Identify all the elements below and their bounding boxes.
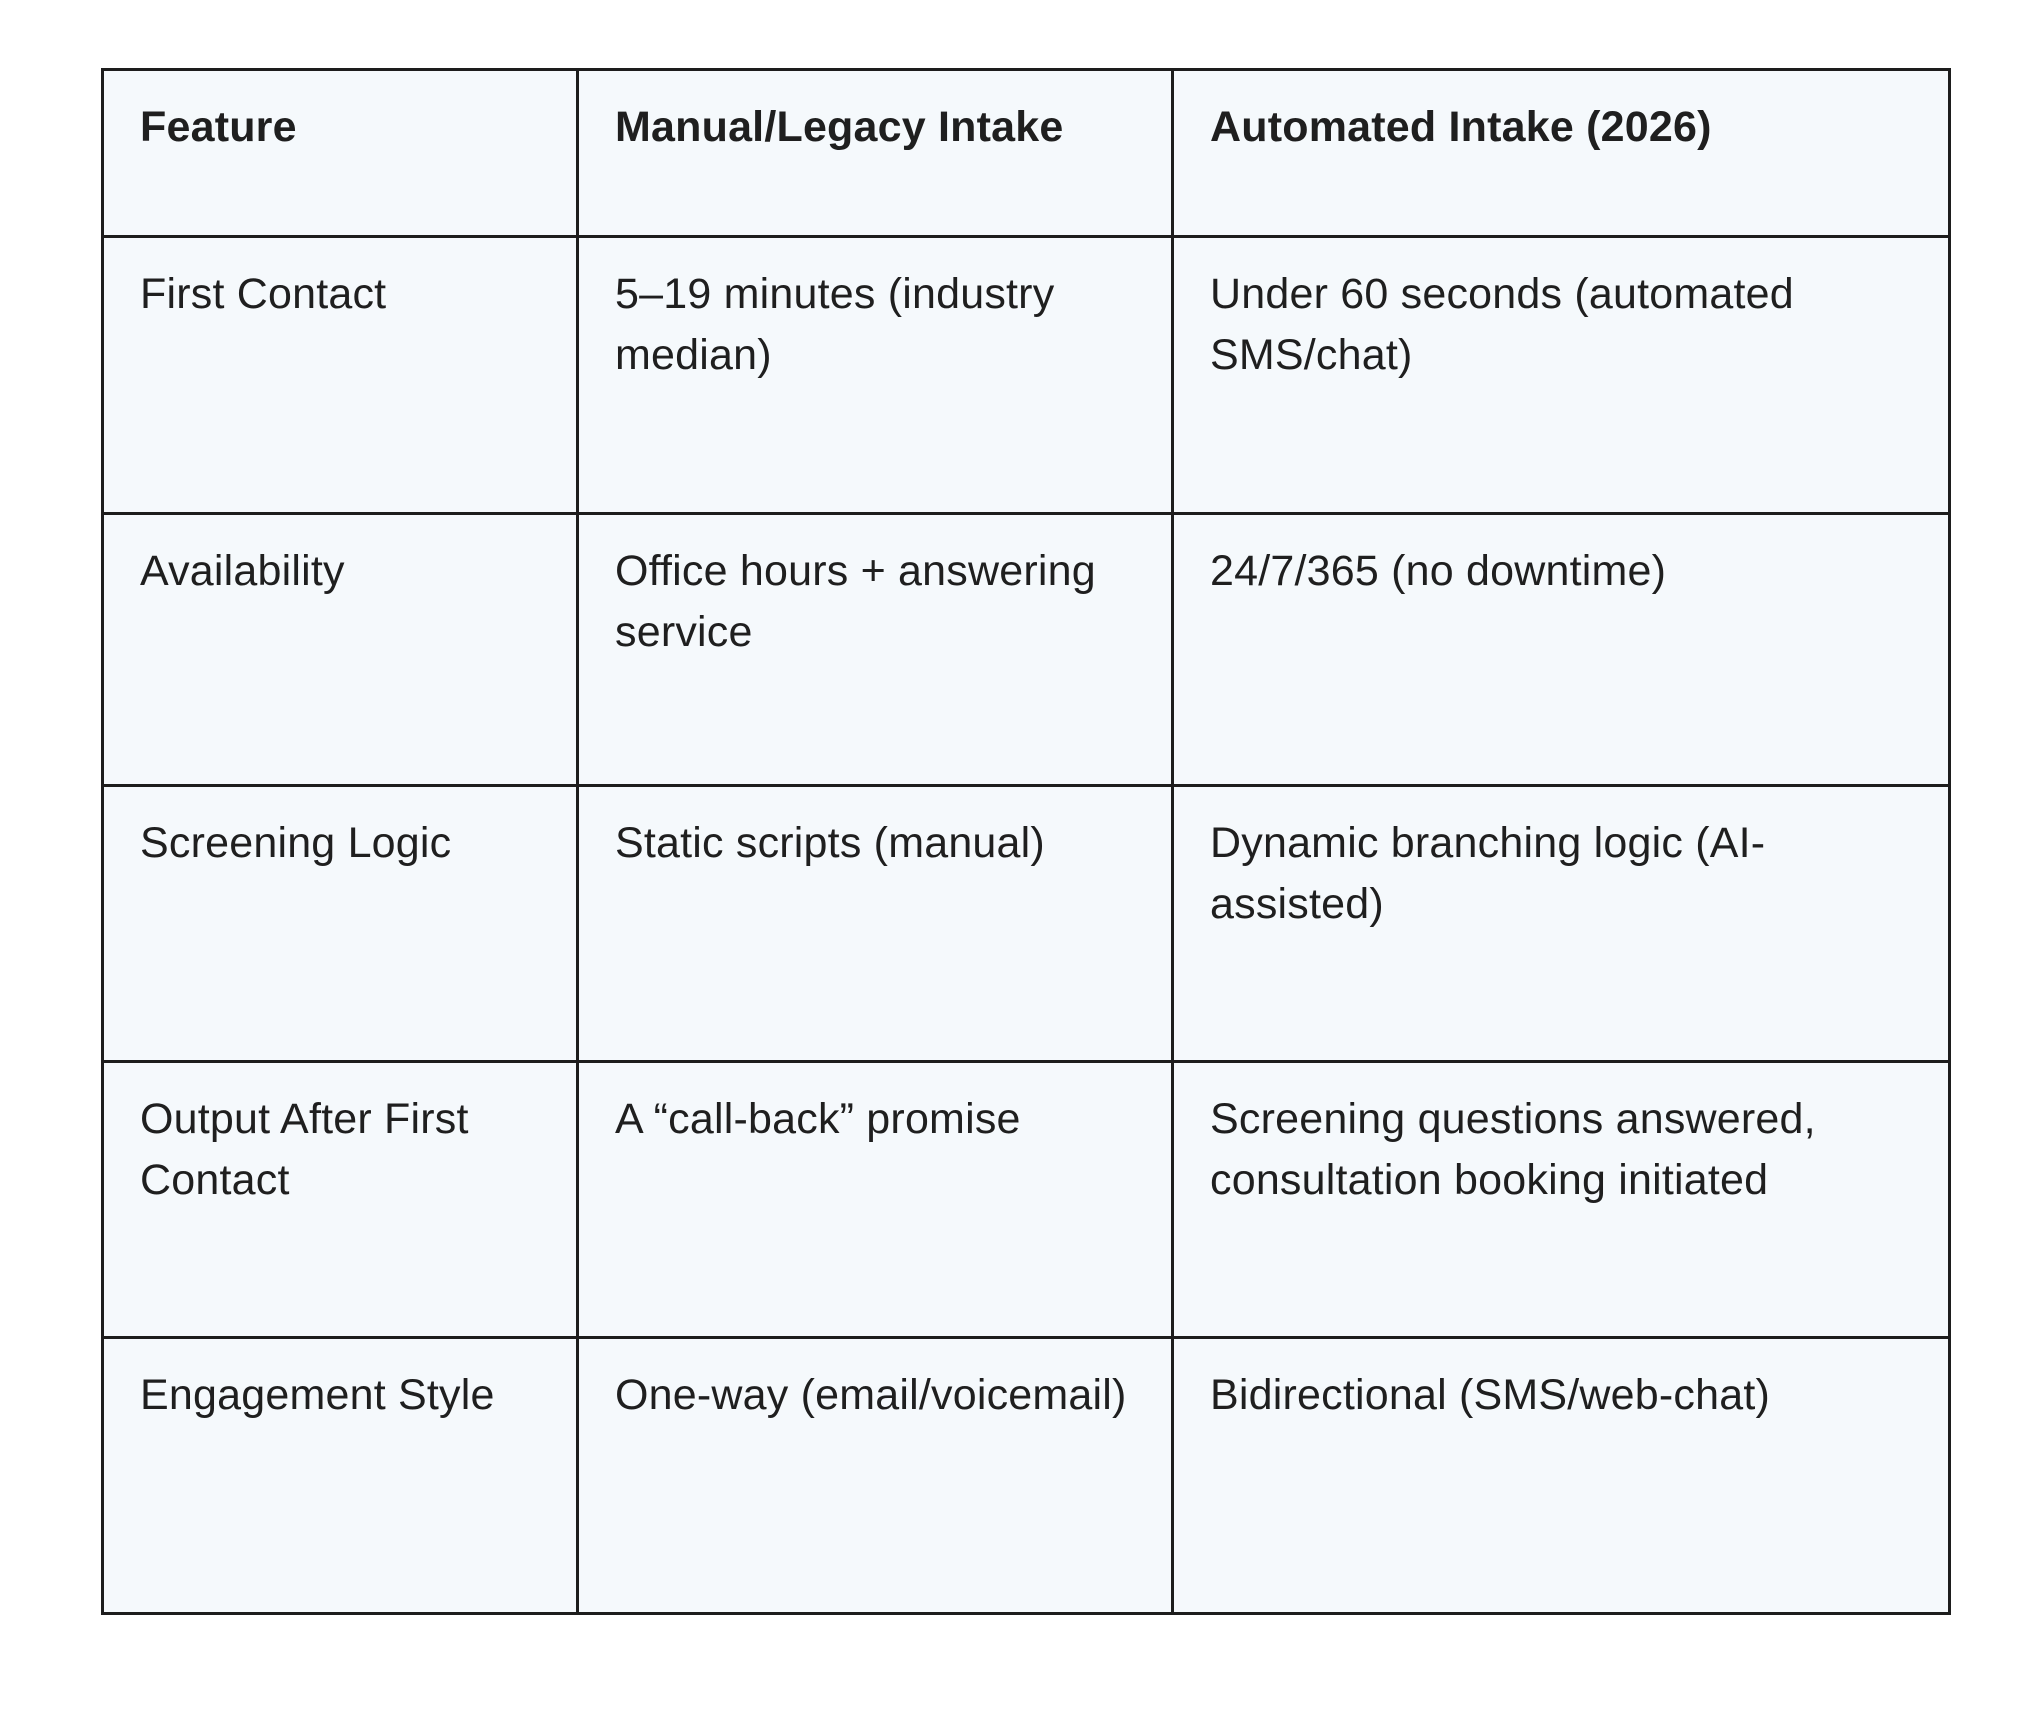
cell-automated: Dynamic branching logic (AI-assisted): [1173, 786, 1950, 1062]
cell-feature: Screening Logic: [103, 786, 578, 1062]
cell-manual: Static scripts (manual): [578, 786, 1173, 1062]
cell-feature: Output After First Contact: [103, 1062, 578, 1338]
table-row: [103, 786, 1950, 1062]
cell-feature: Availability: [103, 514, 578, 786]
cell-manual: 5–19 minutes (industry median): [578, 237, 1173, 514]
cell-feature: First Contact: [103, 237, 578, 514]
table-row: [103, 237, 1950, 514]
comparison-table: [101, 68, 1951, 1615]
table-header: [103, 70, 1950, 237]
table-body: [103, 237, 1950, 1614]
header-manual-legacy-intake: Manual/Legacy Intake: [578, 70, 1173, 237]
cell-automated: Bidirectional (SMS/web-chat): [1173, 1338, 1950, 1614]
cell-manual: One-way (email/voicemail): [578, 1338, 1173, 1614]
cell-automated: Under 60 seconds (automated SMS/chat): [1173, 237, 1950, 514]
table-row: [103, 514, 1950, 786]
cell-automated: 24/7/365 (no downtime): [1173, 514, 1950, 786]
comparison-table-container: [101, 68, 1948, 1615]
table-row: [103, 1062, 1950, 1338]
cell-manual: Office hours + answering service: [578, 514, 1173, 786]
header-row: [103, 70, 1950, 237]
cell-feature: Engagement Style: [103, 1338, 578, 1614]
table-row: [103, 1338, 1950, 1614]
cell-automated: Screening questions answered, consultation booking initiated: [1173, 1062, 1950, 1338]
header-feature: Feature: [103, 70, 578, 237]
cell-manual: A “call-back” promise: [578, 1062, 1173, 1338]
header-automated-intake: Automated Intake (2026): [1173, 70, 1950, 237]
